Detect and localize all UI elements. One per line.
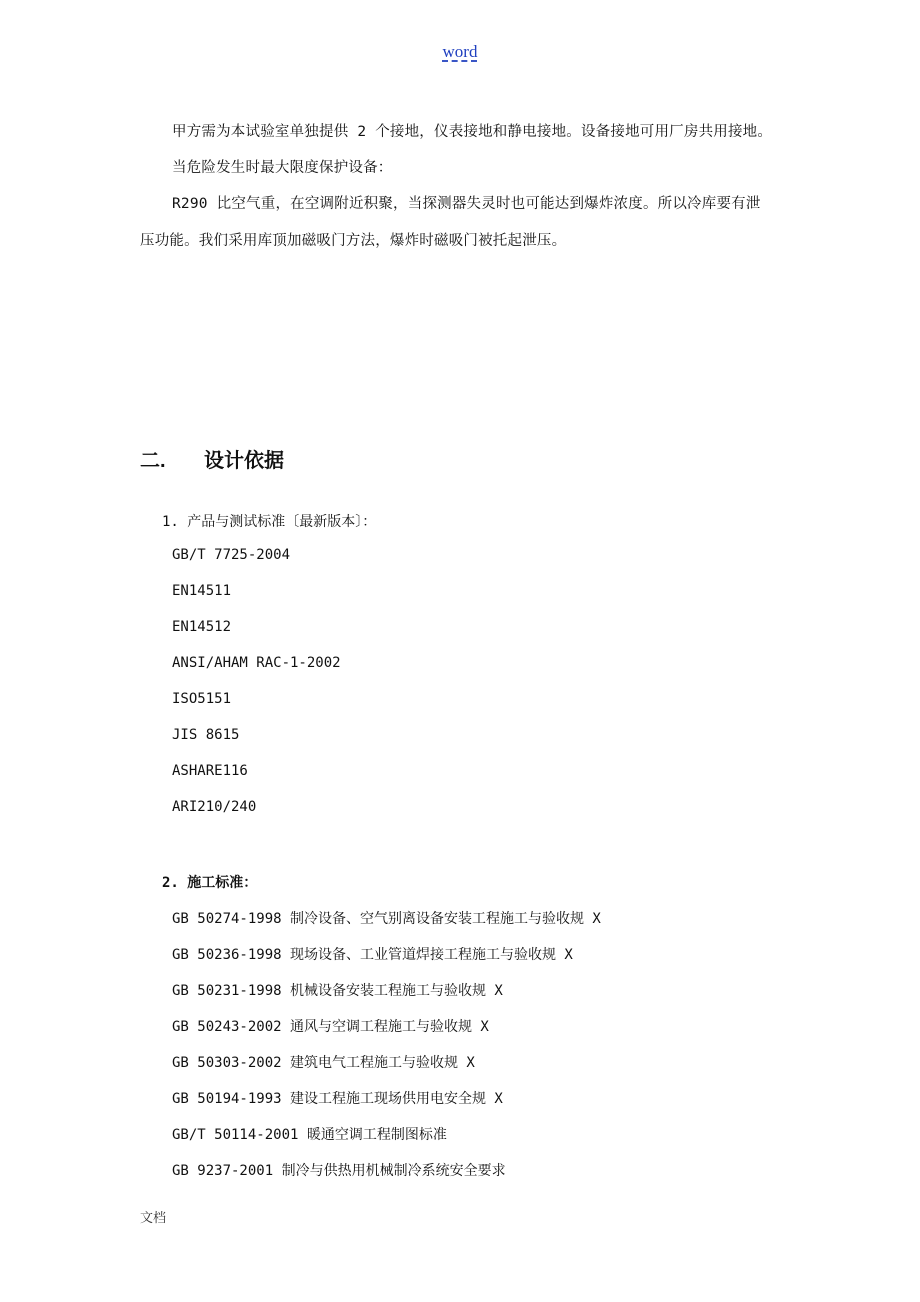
list-item: GB/T 7725-2004 (172, 547, 291, 563)
list-item: EN14512 (172, 619, 232, 635)
list-item: GB 50303-2002 建筑电气工程施工与验收规 X (172, 1055, 475, 1071)
list-item: JIS 8615 (172, 727, 240, 743)
section-title: 设计依据 (204, 450, 284, 472)
intro-paragraph-3: R290 比空气重，在空调附近积聚，当探测器失灵时也可能达到爆炸浓度。所以冷库要有泄 (172, 196, 761, 212)
list-item: GB 50236-1998 现场设备、工业管道焊接工程施工与验收规 X (172, 947, 573, 963)
list-item: GB/T 50114-2001 暖通空调工程制图标准 (172, 1127, 447, 1143)
list-item: GB 50243-2002 通风与空调工程施工与验收规 X (172, 1019, 489, 1035)
list-item: ARI210/240 (172, 799, 257, 815)
footer-label: 文档 (140, 1210, 167, 1225)
list-item: ISO5151 (172, 691, 232, 707)
list-item: GB 9237-2001 制冷与供热用机械制冷系统安全要求 (172, 1163, 506, 1179)
intro-paragraph-1: 甲方需为本试验室单独提供 2 个接地，仪表接地和静电接地。设备接地可用厂房共用接地。 (172, 124, 773, 140)
list-item: GB 50274-1998 制冷设备、空气别离设备安装工程施工与验收规 X (172, 911, 601, 927)
list-item: EN14511 (172, 583, 232, 599)
construction-standards-heading: 2. 施工标准： (162, 875, 258, 891)
header-word-link[interactable]: word (442, 42, 478, 61)
list-item: GB 50231-1998 机械设备安装工程施工与验收规 X (172, 983, 503, 999)
intro-paragraph-3-cont: 压功能。我们采用库顶加磁吸门方法，爆炸时磁吸门被托起泄压。 (140, 233, 567, 249)
section-number: 二. (140, 450, 166, 472)
list-item: GB 50194-1993 建设工程施工现场供用电安全规 X (172, 1091, 503, 1107)
product-standards-heading: 1. 产品与测试标准〔最新版本〕： (162, 514, 377, 530)
intro-paragraph-2: 当危险发生时最大限度保护设备： (172, 160, 393, 176)
list-item: ASHARE116 (172, 763, 248, 779)
list-item: ANSI/AHAM RAC-1-2002 (172, 655, 341, 671)
